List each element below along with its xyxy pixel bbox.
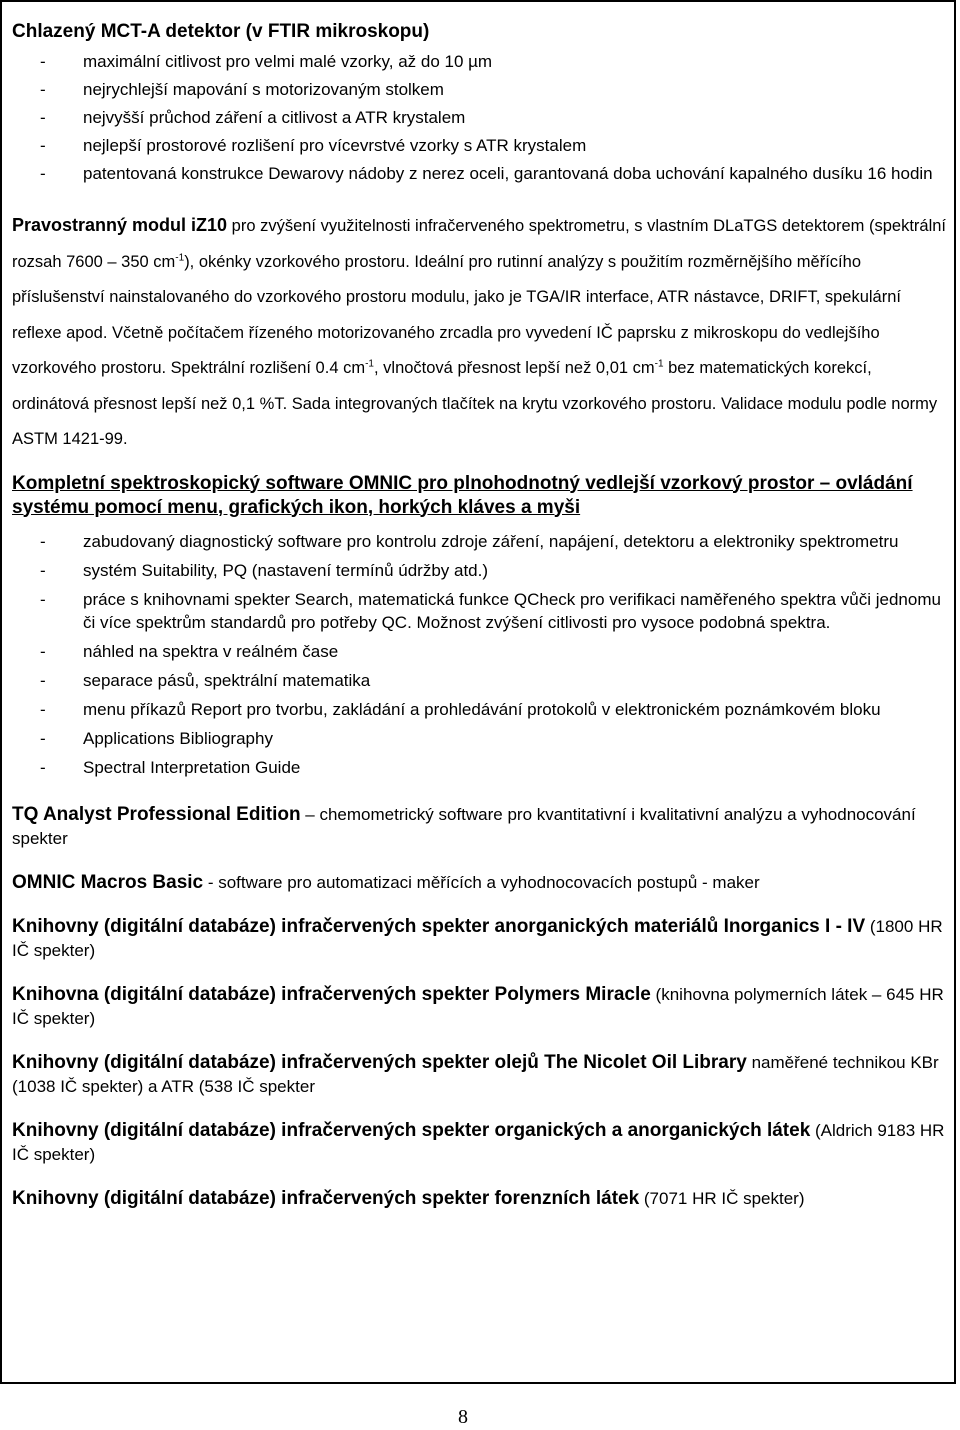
forensic-library-section [12, 1187, 950, 1211]
module-text-1: pro zvýšení využitelnosti infračerveného spektrometru, s vlastním DLaTGS detektorem (spektrální rozsah 7600 – 350 cm [12, 217, 947, 271]
list-item: - Spectral Interpretation Guide [12, 756, 950, 779]
section-text: (7071 HR IČ spekter) [639, 1188, 805, 1208]
list-item: - separace pásů, spektrální matematika [12, 669, 950, 692]
omnic-section [12, 472, 950, 520]
list-item: - patentovaná konstrukce Dewarovy nádoby z nerez oceli, garantovaná doba uchování kapalného dusíku 16 hodin [12, 162, 950, 186]
inorganics-library-section [12, 915, 950, 963]
section-text: (1800 HR IČ spekter) [12, 916, 943, 960]
section-text: (knihovna polymerních látek – 645 HR IČ spekter) [12, 984, 944, 1028]
superscript: -1 [175, 252, 185, 263]
superscript: -1 [654, 358, 664, 370]
list-item: - menu příkazů Report pro tvorbu, zakládání a prohledávání protokolů v elektronickém poznámkovém bloku [12, 698, 950, 721]
list-item: - práce s knihovnami spekter Search, matematická funkce QCheck pro verifikaci naměřeného spektra vůči jednomu či více spektrům standardů pro potřeby QC. Možnost zvýšení citlivosti pro vysoce podobná spektra. [12, 588, 950, 634]
list-item: - maximální citlivost pro velmi malé vzorky, až do 10 µm [12, 50, 950, 74]
section-title: TQ Analyst Professional Edition [12, 803, 301, 825]
section-title: Knihovny (digitální databáze) infračervených spekter olejů The Nicolet Oil Library [12, 1051, 747, 1073]
detector-list [12, 50, 950, 186]
module-text-3: , vlnočtová přesnost lepší než 0,01 cm [373, 359, 655, 377]
list-item: - systém Suitability, PQ (nastavení termínů údržby atd.) [12, 559, 950, 582]
document-body [12, 20, 950, 1211]
section-text: (Aldrich 9183 HR IČ spekter) [12, 1120, 945, 1164]
section-title: Knihovny (digitální databáze) infračervených spekter organických a anorganických látek [12, 1119, 811, 1141]
polymers-library-section [12, 983, 950, 1031]
tq-analyst-section [12, 803, 950, 851]
section-text: naměřené technikou KBr (1038 IČ spekter) a ATR (538 IČ spekter [12, 1052, 939, 1096]
module-paragraph [12, 208, 950, 458]
section-title: OMNIC Macros Basic [12, 871, 204, 893]
page-number: 8 [458, 1406, 468, 1428]
section-title: Knihovna (digitální databáze) infračervených spekter Polymers Miracle [12, 983, 651, 1005]
section-text: – chemometrický software pro kvantitativní i kvalitativní analýzu a vyhodnocování spekter [12, 804, 916, 848]
superscript: -1 [365, 358, 374, 370]
list-item: - nejvyšší průchod záření a citlivost a ATR krystalem [12, 106, 950, 130]
oil-library-section [12, 1051, 950, 1099]
list-item: - nejrychlejší mapování s motorizovaným stolkem [12, 78, 950, 102]
omnic-list [12, 530, 950, 779]
module-text-4: bez matematických korekcí, ordinátová přesnost lepší než 0,1 %T. Sada integrovaných tlačítek na krytu vzorkového prostoru. Validace modulu podle normy ASTM 1421-99. [12, 359, 938, 448]
section-text: - software pro automatizaci měřících a vyhodnocovacích postupů - maker [203, 872, 760, 892]
module-text-2: ), okénky vzorkového prostoru. Ideální pro rutinní analýzy s použitím rozměrnějšího měřícího příslušenství nainstalovaného do vzorkového prostoru modulu, jako je TGA/IR interface, ATR nástavce, DRIFT, spekulární reflexe apod. Včetně počítačem řízeného motorizovaného zrcadla pro vyvedení IČ paprsku z mikroskopu do vedlejšího vzorkového prostoru. Spektrální rozlišení 0.4 cm [12, 252, 901, 377]
list-item: - Applications Bibliography [12, 727, 950, 750]
list-item: - zabudovaný diagnostický software pro kontrolu zdroje záření, napájení, detektoru a elektroniky spektrometru [12, 530, 950, 553]
detector-title: Chlazený MCT-A detektor (v FTIR mikroskopu) [12, 21, 430, 42]
omnic-title: Kompletní spektroskopický software OMNIC pro plnohodnotný vedlejší vzorkový prostor – ovládání systému pomocí menu, grafických ikon, horkých kláves a myši [12, 472, 913, 518]
module-title: Pravostranný modul iZ10 [12, 215, 228, 235]
list-item: - nejlepší prostorové rozlišení pro vícevrstvé vzorky s ATR krystalem [12, 134, 950, 158]
list-item: - náhled na spektra v reálném čase [12, 640, 950, 663]
organic-library-section [12, 1119, 950, 1167]
omnic-macros-section [12, 871, 950, 895]
section-title: Knihovny (digitální databáze) infračervených spekter anorganických materiálů Inorganics I - IV [12, 915, 866, 937]
section-title: Knihovny (digitální databáze) infračervených spekter forenzních látek [12, 1187, 640, 1209]
